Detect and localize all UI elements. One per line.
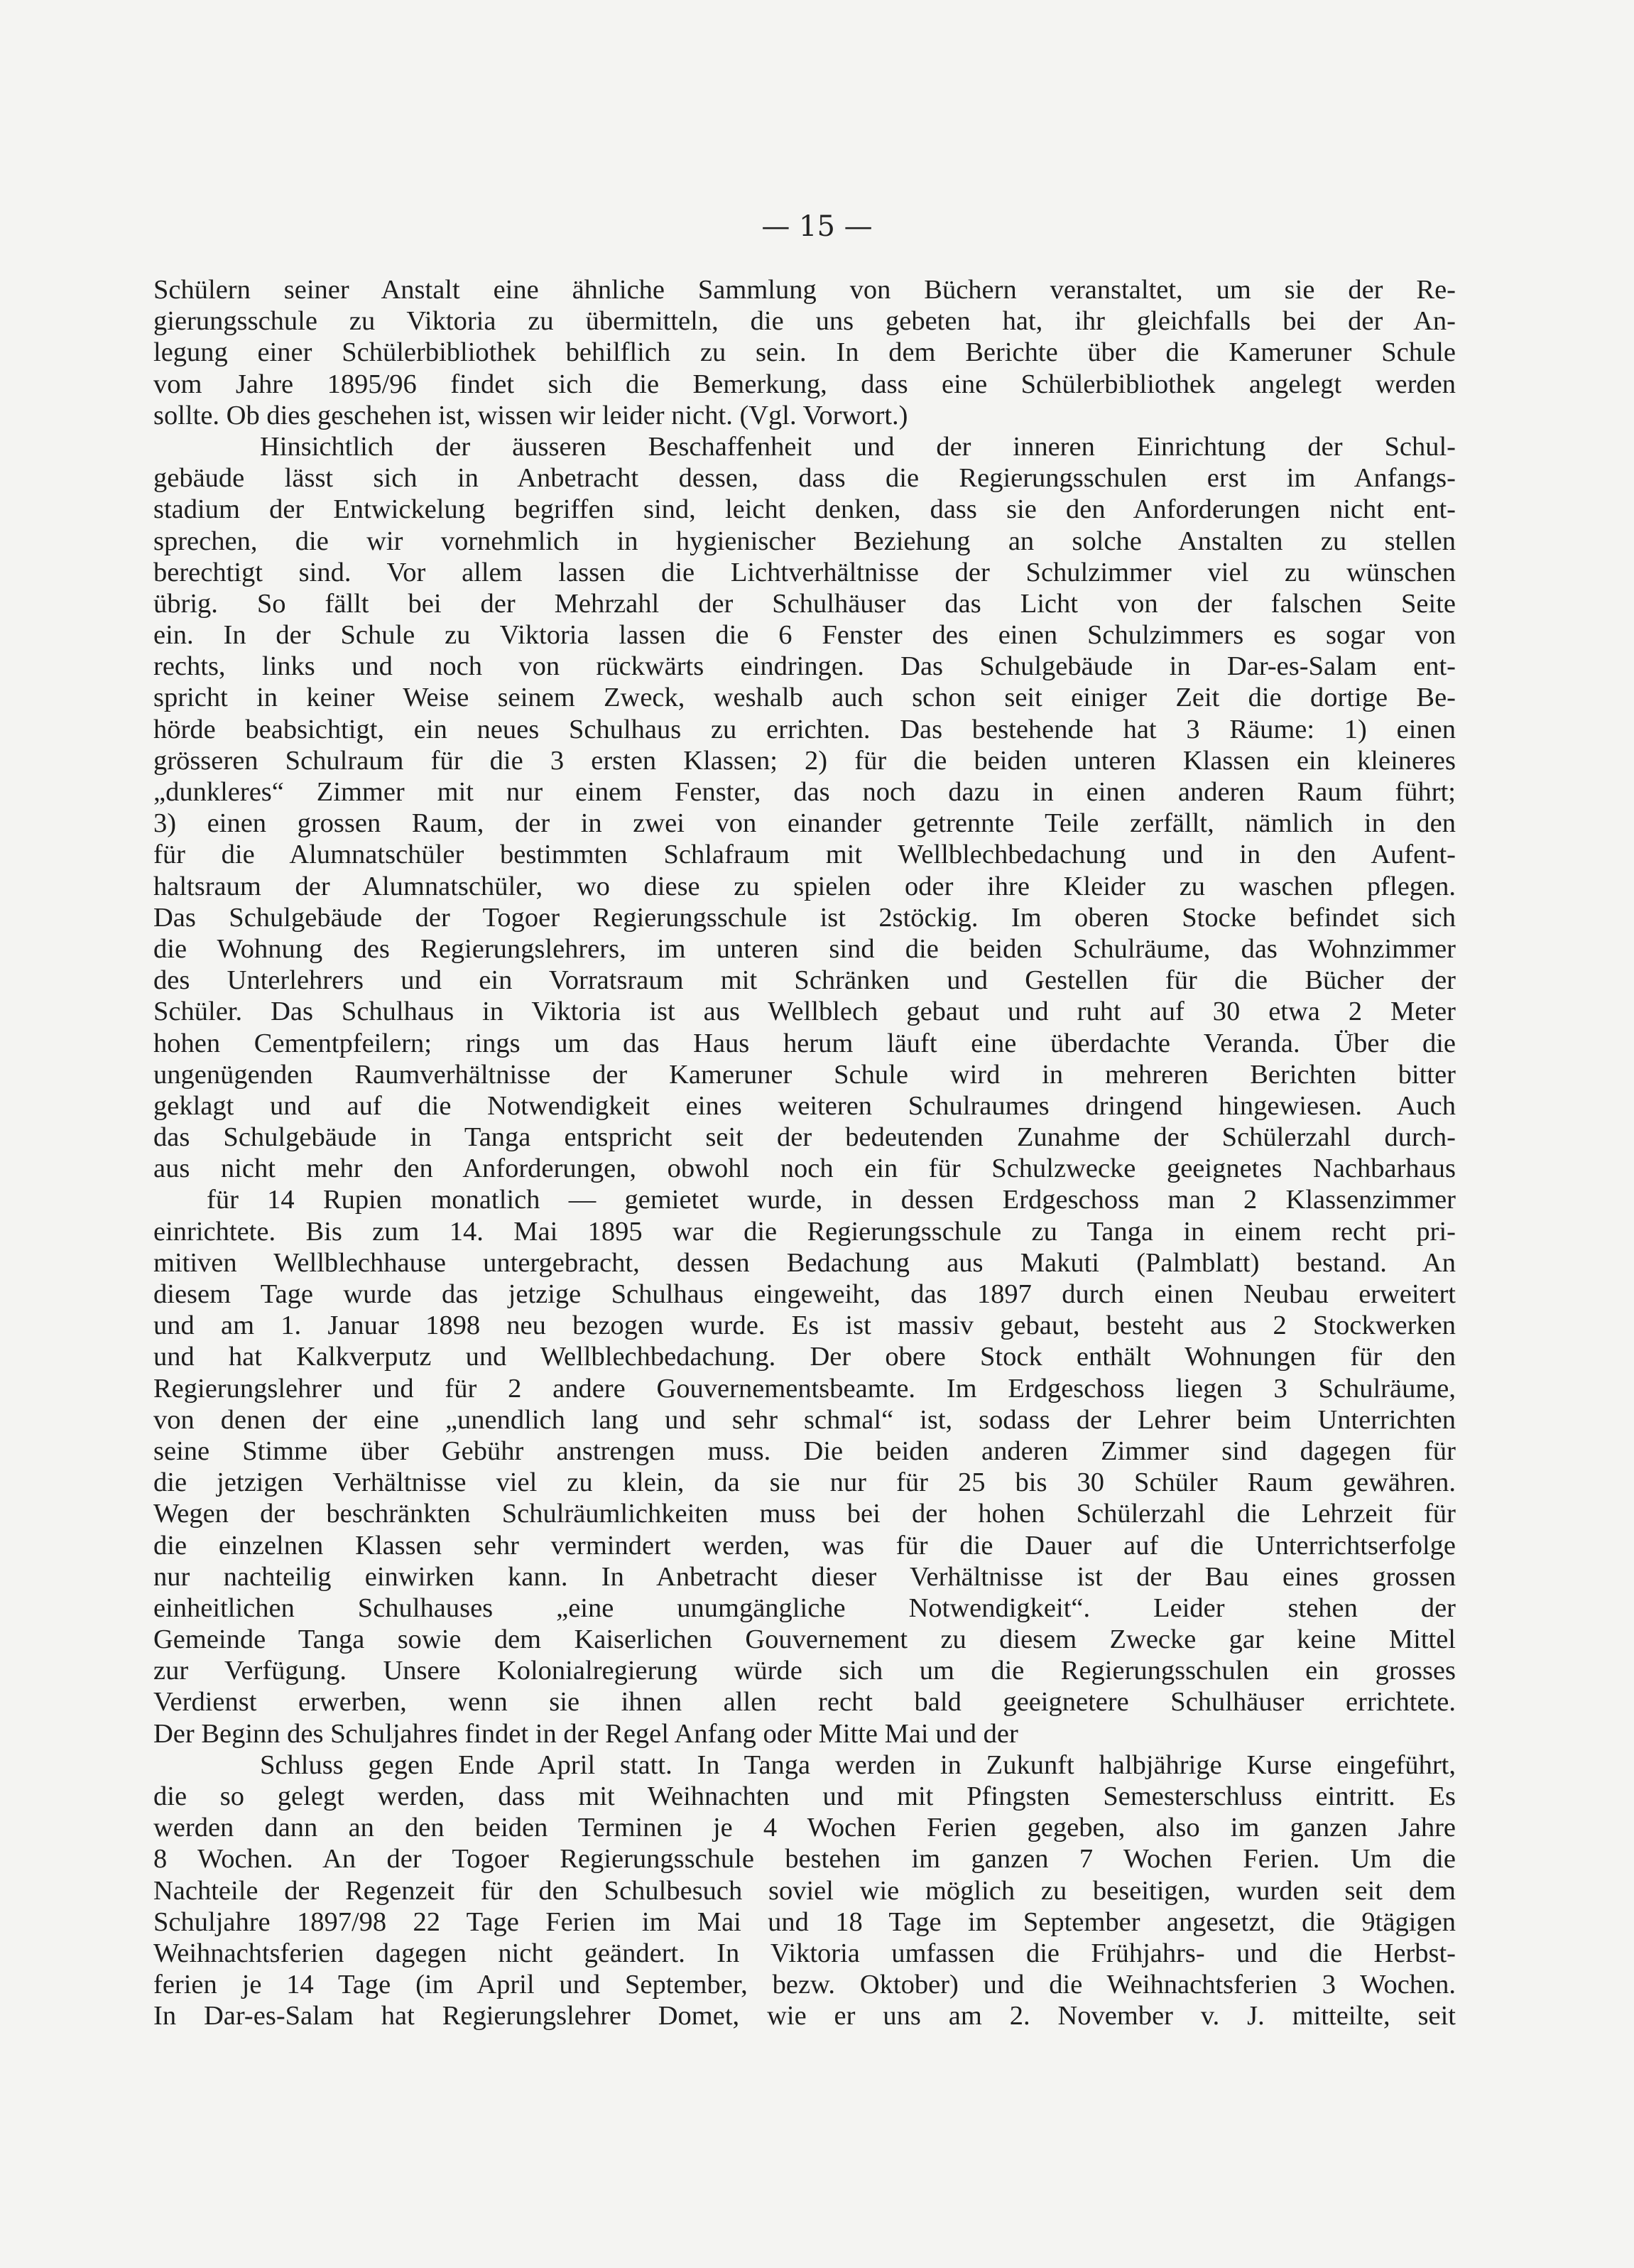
text-line: grösseren Schulraum für die 3 ersten Klassen; 2) für die beiden unteren Klassen ein kleineres: [153, 745, 1456, 776]
text-line: übrig. So fällt bei der Mehrzahl der Schulhäuser das Licht von der falschen Seite: [153, 588, 1456, 619]
text-line: geklagt und auf die Notwendigkeit eines weiteren Schulraumes dringend hingewiesen. Auch: [153, 1090, 1456, 1121]
text-line: Der Beginn des Schuljahres findet in der Regel Anfang oder Mitte Mai und der: [153, 1718, 1018, 1749]
text-line: die Wohnung des Regierungslehrers, im unteren sind die beiden Schulräume, das Wohnzimmer: [153, 933, 1456, 964]
text-line: ungenügenden Raumverhältnisse der Kameruner Schule wird in mehreren Berichten bitter: [153, 1059, 1456, 1090]
text-line: gierungsschule zu Viktoria zu übermitteln, die uns gebeten hat, ihr gleichfalls bei der An-: [153, 306, 1456, 337]
text-line: für die Alumnatschüler bestimmten Schlafraum mit Wellblechbedachung und in den Aufent-: [153, 840, 1456, 870]
text-line: Nachteile der Regenzeit für den Schulbesuch soviel wie möglich zu beseitigen, wurden seit dem: [153, 1875, 1456, 1906]
text-line: rechts, links und noch von rückwärts eindringen. Das Schulgebäude in Dar-es-Salam ent-: [153, 651, 1456, 682]
text-line: 8 Wochen. An der Togoer Regierungsschule bestehen im ganzen 7 Wochen Ferien. Um die: [153, 1844, 1456, 1874]
text-line: Das Schulgebäude der Togoer Regierungsschule ist 2stöckig. Im oberen Stocke befindet sich: [153, 902, 1456, 933]
text-line: sprechen, die wir vornehmlich in hygienischer Beziehung an solche Anstalten zu stellen: [153, 526, 1456, 556]
text-line: vom Jahre 1895/96 findet sich die Bemerkung, dass eine Schülerbibliothek angelegt werden: [153, 369, 1456, 399]
text-line: werden dann an den beiden Terminen je 4 Wochen Ferien gegeben, also im ganzen Jahre: [153, 1813, 1456, 1843]
text-line: Schluss gegen Ende April statt. In Tanga werden in Zukunft halbjährige Kurse eingeführt,: [260, 1749, 1456, 1780]
text-line: ferien je 14 Tage (im April und September, bezw. Oktober) und die Weihnachtsferien 3 Wochen.: [153, 1970, 1456, 2000]
text-line: ein. In der Schule zu Viktoria lassen die 6 Fenster des einen Schulzimmers es sogar von: [153, 620, 1456, 651]
text-line: In Dar-es-Salam hat Regierungslehrer Domet, wie er uns am 2. November v. J. mitteilte, seit: [153, 2001, 1456, 2031]
text-line: aus nicht mehr den Anforderungen, obwohl noch ein für Schulzwecke geeignetes Nachbarhaus: [153, 1154, 1456, 1184]
text-line: Schüler. Das Schulhaus in Viktoria ist aus Wellblech gebaut und ruht auf 30 etwa 2 Meter: [153, 997, 1456, 1027]
text-line: für 14 Rupien monatlich — gemietet wurde, in dessen Erdgeschoss man 2 Klassenzimmer: [207, 1185, 1456, 1215]
page-number: — 15 —: [761, 210, 873, 243]
text-line: seine Stimme über Gebühr anstrengen muss. Die beiden anderen Zimmer sind dagegen für: [153, 1436, 1456, 1466]
text-line: die jetzigen Verhältnisse viel zu klein, da sie nur für 25 bis 30 Schüler Raum gewähren.: [153, 1467, 1456, 1498]
text-line: und am 1. Januar 1898 neu bezogen wurde. Es ist massiv gebaut, besteht aus 2 Stockwerken: [153, 1311, 1456, 1341]
text-line: nur nachteilig einwirken kann. In Anbetracht dieser Verhältnisse ist der Bau eines grossen: [153, 1561, 1456, 1592]
text-line: einrichtete. Bis zum 14. Mai 1895 war die Regierungsschule zu Tanga in einem recht pri-: [153, 1216, 1456, 1247]
text-line: spricht in keiner Weise seinem Zweck, weshalb auch schon seit einiger Zeit die dortige Be-: [153, 683, 1456, 713]
text-line: Schuljahre 1897/98 22 Tage Ferien im Mai und 18 Tage im September angesetzt, die 9tägigen: [153, 1906, 1456, 1937]
text-line: legung einer Schülerbibliothek behilflich zu sein. In dem Berichte über die Kameruner Schule: [153, 337, 1456, 368]
text-line: Gemeinde Tanga sowie dem Kaiserlichen Gouvernement zu diesem Zwecke gar keine Mittel: [153, 1624, 1456, 1655]
text-line: Weihnachtsferien dagegen nicht geändert. In Viktoria umfassen die Frühjahrs- und die Herbst-: [153, 1938, 1456, 1968]
text-line: 3) einen grossen Raum, der in zwei von einander getrennte Teile zerfällt, nämlich in den: [153, 808, 1456, 839]
text-line: berechtigt sind. Vor allem lassen die Lichtverhältnisse der Schulzimmer viel zu wünschen: [153, 557, 1456, 587]
text-line: diesem Tage wurde das jetzige Schulhaus eingeweiht, das 1897 durch einen Neubau erweitert: [153, 1279, 1456, 1309]
text-line: Schülern seiner Anstalt eine ähnliche Sammlung von Büchern veranstaltet, um sie der Re-: [153, 275, 1456, 305]
text-line: hörde beabsichtigt, ein neues Schulhaus zu errichten. Das bestehende hat 3 Räume: 1) einen: [153, 714, 1456, 744]
text-line: des Unterlehrers und ein Vorratsraum mit Schränken und Gestellen für die Bücher der: [153, 965, 1456, 996]
text-line: stadium der Entwickelung begriffen sind, leicht denken, dass sie den Anforderungen nicht ent-: [153, 494, 1456, 525]
body-text: [153, 274, 1456, 2063]
text-line: zur Verfügung. Unsere Kolonialregierung würde sich um die Regierungsschulen ein grosses: [153, 1656, 1456, 1686]
text-line: Regierungslehrer und für 2 andere Gouvernementsbeamte. Im Erdgeschoss liegen 3 Schulräume,: [153, 1373, 1456, 1404]
text-line: das Schulgebäude in Tanga entspricht seit der bedeutenden Zunahme der Schülerzahl durch-: [153, 1122, 1456, 1153]
text-line: [153, 2032, 1456, 2063]
text-line: die einzelnen Klassen sehr vermindert werden, was für die Dauer auf die Unterrichtserfolge: [153, 1530, 1456, 1561]
text-line: haltsraum der Alumnatschüler, wo diese zu spielen oder ihre Kleider zu waschen pflegen.: [153, 871, 1456, 901]
text-line: „dunkleres“ Zimmer mit nur einem Fenster, das noch dazu in einen anderen Raum führt;: [153, 777, 1456, 807]
text-line: gebäude lässt sich in Anbetracht dessen, dass die Regierungsschulen erst im Anfangs-: [153, 463, 1456, 494]
text-line: und hat Kalkverputz und Wellblechbedachung. Der obere Stock enthält Wohnungen für den: [153, 1342, 1456, 1372]
text-line: mitiven Wellblechhause untergebracht, dessen Bedachung aus Makuti (Palmblatt) bestand. An: [153, 1247, 1456, 1278]
text-line: von denen der eine „unendlich lang und sehr schmal“ ist, sodass der Lehrer beim Unterrichten: [153, 1404, 1456, 1435]
text-line: sollte. Ob dies geschehen ist, wissen wir leider nicht. (Vgl. Vorwort.): [153, 400, 908, 430]
text-line: Hinsichtlich der äusseren Beschaffenheit und der inneren Einrichtung der Schul-: [260, 431, 1456, 462]
text-line: Verdienst erwerben, wenn sie ihnen allen recht bald geeignetere Schulhäuser errichtete.: [153, 1687, 1456, 1718]
text-line: die so gelegt werden, dass mit Weihnachten und mit Pfingsten Semesterschluss eintritt. Es: [153, 1781, 1456, 1811]
text-line: Wegen der beschränkten Schulräumlichkeiten muss bei der hohen Schülerzahl die Lehrzeit für: [153, 1499, 1456, 1529]
text-line: einheitlichen Schulhauses „eine unumgängliche Notwendigkeit“. Leider stehen der: [153, 1593, 1456, 1623]
text-line: hohen Cementpfeilern; rings um das Haus herum läuft eine überdachte Veranda. Über die: [153, 1028, 1456, 1058]
